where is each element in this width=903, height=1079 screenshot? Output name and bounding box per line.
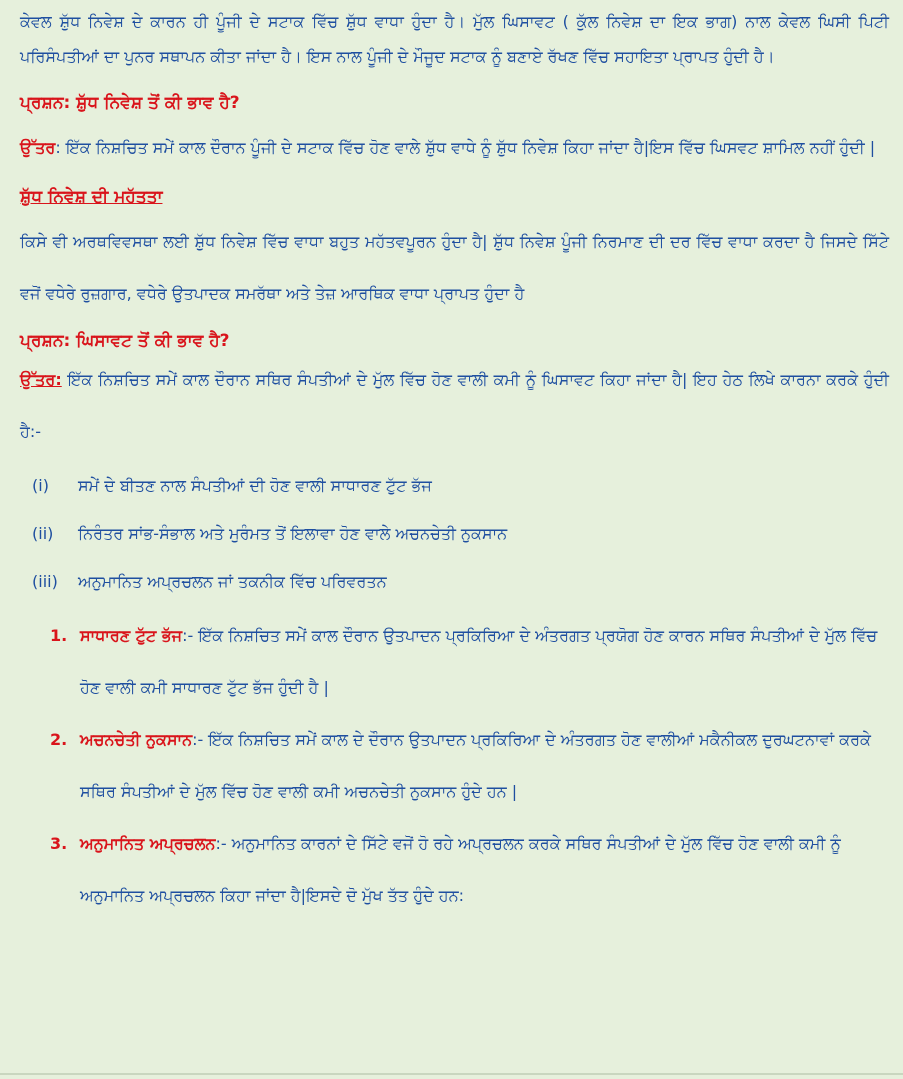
definition-body [80, 610, 889, 714]
importance-heading: ਸ਼ੁੱਧ ਨਿਵੇਸ਼ ਦੀ ਮਹੱਤਤਾ [20, 187, 163, 207]
list-item-text: ਸਮੇਂ ਦੇ ਬੀਤਣ ਨਾਲ ਸੰਪਤੀਆਂ ਦੀ ਹੋਣ ਵਾਲੀ ਸਾਧਾਰਣ ਟੁੱਟ ਭੱਜ [78, 476, 432, 495]
list-item-number: (i) [32, 476, 49, 495]
definitions-list [20, 610, 889, 922]
definition-body [80, 818, 889, 922]
definition-number: 1. [50, 626, 68, 645]
definition-number: 3. [50, 834, 68, 853]
list-item-number: (ii) [32, 524, 54, 543]
list-item-number: (iii) [32, 572, 58, 591]
answer-label: ਉੱਤਰ [20, 138, 56, 157]
answer-text: : ਇੱਕ ਨਿਸ਼ਚਿਤ ਸਮੇਂ ਕਾਲ ਦੌਰਾਨ ਪੂੰਜੀ ਦੇ ਸਟਾਕ ਵਿੱਚ ਹੋਣ ਵਾਲੇ ਸ਼ੁੱਧ ਵਾਧੇ ਨੂੰ ਸ਼ੁੱਧ ਨਿਵੇਸ਼ ਕਿਹਾ ਜਾਂਦਾ ਹੈ|ਇਸ ਵਿੱਚ ਘਿਸਵਟ ਸ਼ਾਮਿਲ ਨਹੀਂ ਹੁੰਦੀ | [55, 138, 876, 157]
importance-paragraph: ਕਿਸੇ ਵੀ ਅਰਥਵਿਵਸਥਾ ਲਈ ਸ਼ੁੱਧ ਨਿਵੇਸ਼ ਵਿੱਚ ਵਾਧਾ ਬਹੁਤ ਮਹੱਤਵਪੂਰਨ ਹੁੰਦਾ ਹੈ| ਸ਼ੁੱਧ ਨਿਵੇਸ਼ ਪੂੰਜੀ ਨਿਰਮਾਣ ਦੀ ਦਰ ਵਿੱਚ ਵਾਧਾ ਕਰਦਾ ਹੈ ਜਿਸਦੇ ਸਿੱਟੇ ਵਜੋਂ ਵਧੇਰੇ ਰੁਜ਼ਗਾਰ, ਵਧੇਰੇ ਉਤਪਾਦਕ ਸਮਰੱਥਾ ਅਤੇ ਤੇਜ਼ ਆਰਥਿਕ ਵਾਧਾ ਪ੍ਰਾਪਤ ਹੁੰਦਾ ਹੈ [20, 232, 889, 303]
definition-term: ਸਾਧਾਰਣ ਟੁੱਟ ਭੱਜ [80, 626, 183, 645]
document-page [0, 4, 903, 1079]
definition-item [20, 818, 889, 922]
question-net-investment: ਪ੍ਰਸ਼ਨ: ਸ਼ੁੱਧ ਨਿਵੇਸ਼ ਤੋਂ ਕੀ ਭਾਵ ਹੈ? [20, 93, 240, 113]
list-item [20, 510, 889, 558]
answer-net-investment [20, 122, 889, 174]
intro-paragraph: ਕੇਵਲ ਸ਼ੁੱਧ ਨਿਵੇਸ਼ ਦੇ ਕਾਰਨ ਹੀ ਪੂੰਜੀ ਦੇ ਸਟਾਕ ਵਿੱਚ ਸ਼ੁੱਧ ਵਾਧਾ ਹੁੰਦਾ ਹੈ। ਮੁੱਲ ਘਿਸਾਵਟ ( ਕੁੱਲ ਨਿਵੇਸ਼ ਦਾ ਇਕ ਭਾਗ) ਨਾਲ ਕੇਵਲ ਘਿਸੀ ਪਿਟੀ ਪਰਿਸੰਪਤੀਆਂ ਦਾ ਪੁਨਰ ਸਥਾਪਨ ਕੀਤਾ ਜਾਂਦਾ ਹੈ। ਇਸ ਨਾਲ ਪੂੰਜੀ ਦੇ ਮੌਜੂਦ ਸਟਾਕ ਨੂੰ ਬਣਾਏ ਰੱਖਣ ਵਿੱਚ ਸਹਾਇਤਾ ਪ੍ਰਾਪਤ ਹੁੰਦੀ ਹੈ। [20, 12, 889, 66]
definition-text: :- ਇੱਕ ਨਿਸ਼ਚਿਤ ਸਮੇਂ ਕਾਲ ਦੌਰਾਨ ਉਤਪਾਦਨ ਪ੍ਰਕਿਰਿਆ ਦੇ ਅੰਤਰਗਤ ਪ੍ਰਯੋਗ ਹੋਣ ਕਾਰਨ ਸਥਿਰ ਸੰਪਤੀਆਂ ਦੇ ਮੁੱਲ ਵਿੱਚ ਹੋਣ ਵਾਲੀ ਕਮੀ ਸਾਧਾਰਣ ਟੁੱਟ ਭੱਜ ਹੁੰਦੀ ਹੈ | [80, 626, 878, 697]
definition-item [20, 714, 889, 818]
list-item [20, 462, 889, 510]
answer-text: ਇੱਕ ਨਿਸ਼ਚਿਤ ਸਮੇਂ ਕਾਲ ਦੌਰਾਨ ਸਥਿਰ ਸੰਪਤੀਆਂ ਦੇ ਮੁੱਲ ਵਿੱਚ ਹੋਣ ਵਾਲੀ ਕਮੀ ਨੂੰ ਘਿਸਾਵਟ ਕਿਹਾ ਜਾਂਦਾ ਹੈ| ਇਹ ਹੇਠ ਲਿਖੇ ਕਾਰਨਾ ਕਰਕੇ ਹੁੰਦੀ ਹੈ:- [20, 370, 889, 441]
reasons-list [20, 462, 889, 606]
definition-text: :- ਇੱਕ ਨਿਸ਼ਚਿਤ ਸਮੇਂ ਕਾਲ ਦੇ ਦੌਰਾਨ ਉਤਪਾਦਨ ਪ੍ਰਕਿਰਿਆ ਦੇ ਅੰਤਰਗਤ ਹੋਣ ਵਾਲੀਆਂ ਮਕੈਨੀਕਲ ਦੁਰਘਟਨਾਵਾਂ ਕਰਕੇ ਸਥਿਰ ਸੰਪਤੀਆਂ ਦੇ ਮੁੱਲ ਵਿੱਚ ਹੋਣ ਵਾਲੀ ਕਮੀ ਅਚਨਚੇਤੀ ਨੁਕਸਾਨ ਹੁੰਦੇ ਹਨ | [80, 730, 871, 801]
definition-number: 2. [50, 730, 68, 749]
answer-label: ਉੱਤਰ: [20, 370, 62, 389]
answer-depreciation [20, 354, 889, 458]
question-depreciation: ਪ੍ਰਸ਼ਨ: ਘਿਸਾਵਟ ਤੋਂ ਕੀ ਭਾਵ ਹੈ? [20, 331, 230, 351]
definition-text: :- ਅਨੁਮਾਨਿਤ ਕਾਰਨਾਂ ਦੇ ਸਿੱਟੇ ਵਜੋਂ ਹੋ ਰਹੇ ਅਪ੍ਰਚਲਨ ਕਰਕੇ ਸਥਿਰ ਸੰਪਤੀਆਂ ਦੇ ਮੁੱਲ ਵਿੱਚ ਹੋਣ ਵਾਲੀ ਕਮੀ ਨੂੰ ਅਨੁਮਾਨਿਤ ਅਪ੍ਰਚਲਨ ਕਿਹਾ ਜਾਂਦਾ ਹੈ|ਇਸਦੇ ਦੋ ਮੁੱਖ ਤੱਤ ਹੁੰਦੇ ਹਨ: [80, 834, 841, 905]
list-item-text: ਅਨੁਮਾਨਿਤ ਅਪ੍ਰਚਲਨ ਜਾਂ ਤਕਨੀਕ ਵਿੱਚ ਪਰਿਵਰਤਨ [78, 572, 387, 591]
list-item [20, 558, 889, 606]
list-item-text: ਨਿਰੰਤਰ ਸਾਂਭ-ਸੰਭਾਲ ਅਤੇ ਮੁਰੰਮਤ ਤੋਂ ਇਲਾਵਾ ਹੋਣ ਵਾਲੇ ਅਚਨਚੇਤੀ ਨੁਕਸਾਨ [78, 524, 508, 543]
definition-item [20, 610, 889, 714]
definition-body [80, 714, 889, 818]
definition-term: ਅਨੁਮਾਨਿਤ ਅਪ੍ਰਚਲਨ [80, 834, 216, 853]
definition-term: ਅਚਨਚੇਤੀ ਨੁਕਸਾਨ [80, 730, 193, 749]
